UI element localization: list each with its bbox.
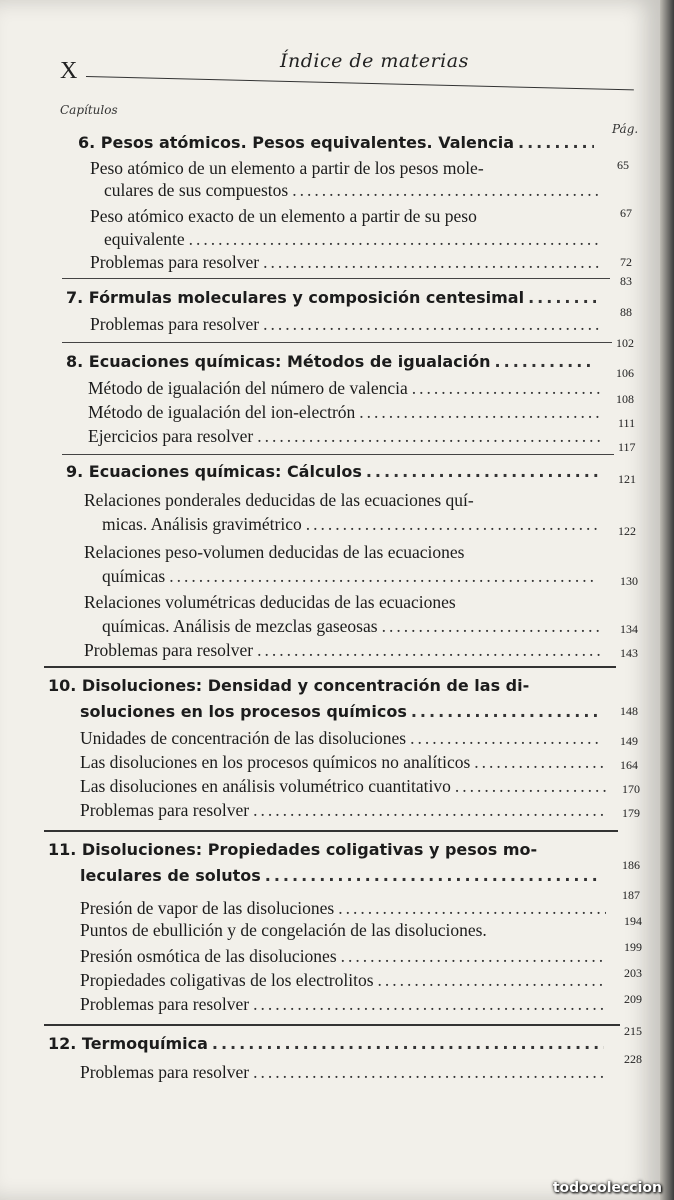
toc-entry: Presión osmótica de las disoluciones .....: [80, 946, 610, 967]
chapter-11-title-line: 11. Disoluciones: Propiedades coligativas y pesos mo-: [48, 840, 538, 859]
toc-entry: Las disoluciones en análisis volumétrico cuantitativo .....: [80, 776, 610, 797]
page-edge-shadow: [660, 0, 674, 1200]
watermark: todocoleccion: [552, 1180, 662, 1196]
page-number: 215: [624, 1024, 642, 1038]
page-number: 149: [620, 734, 638, 748]
toc-entry: micas. Análisis gravimétrico .....: [102, 514, 602, 535]
toc-entry: equivalente .....: [104, 229, 604, 250]
page-number: 209: [624, 992, 642, 1006]
page-number: 111: [618, 416, 636, 430]
chapter-6-title: 6. Pesos atómicos. Pesos equivalentes. Valencia .....: [78, 133, 598, 152]
page-number: 88: [620, 305, 632, 319]
page-number: 187: [622, 888, 640, 902]
toc-entry: Método de igualación del número de valencia .....: [88, 378, 604, 399]
toc-entry: Presión de vapor de las disoluciones .....: [80, 898, 610, 919]
toc-entry: culares de sus compuestos .....: [104, 180, 604, 201]
chapter-12-title: 12. Termoquímica .....: [48, 1034, 608, 1053]
capitulos-label: Capítulos: [60, 103, 118, 117]
page-number: 117: [618, 440, 636, 454]
toc-entry-line: Peso atómico de un elemento a partir de los pesos mole-: [90, 158, 484, 178]
toc-entry: Ejercicios para resolver .....: [88, 426, 604, 447]
pag-label: Pág.: [612, 122, 639, 136]
toc-entry: Problemas para resolver .....: [80, 1062, 610, 1083]
toc-entry: Problemas para resolver .....: [90, 252, 606, 273]
toc-entry-line: Peso atómico exacto de un elemento a partir de su peso: [90, 206, 477, 226]
toc-entry: Problemas para resolver .....: [90, 314, 606, 335]
page-number: 122: [618, 524, 636, 538]
chapter-9-title: 9. Ecuaciones químicas: Cálculos .....: [66, 462, 602, 481]
toc-entry: químicas. Análisis de mezclas gaseosas .....: [102, 616, 604, 637]
page-number: 148: [620, 704, 638, 718]
toc-entry: Problemas para resolver .....: [80, 994, 610, 1015]
page-number: 179: [622, 806, 640, 820]
page-number: 164: [620, 758, 638, 772]
chapter-separator: [62, 342, 612, 343]
chapter-11-title: leculares de solutos .....: [80, 866, 606, 885]
toc-entry: Propiedades coligativas de los electrolitos .....: [80, 970, 610, 991]
page-number: 72: [620, 255, 632, 269]
toc-entry: Las disoluciones en los procesos químicos no analíticos .....: [80, 752, 610, 773]
chapter-separator: [44, 830, 618, 832]
chapter-8-title: 8. Ecuaciones químicas: Métodos de igualación .....: [66, 352, 600, 371]
header-rule: [86, 76, 634, 90]
chapter-separator: [44, 1024, 620, 1026]
chapter-10-title: soluciones en los procesos químicos .....: [80, 702, 606, 721]
page-number: 228: [624, 1052, 642, 1066]
page-header: [58, 48, 638, 88]
toc-entry: químicas .....: [102, 566, 602, 587]
page-number: 121: [618, 472, 636, 486]
chapter-separator: [62, 278, 610, 279]
toc-entry-line: Relaciones ponderales deducidas de las ecuaciones quí-: [84, 490, 474, 510]
toc-entry-line: Relaciones peso-volumen deducidas de las ecuaciones: [84, 542, 465, 562]
page-number: 106: [616, 366, 634, 380]
chapter-10-title-line: 10. Disoluciones: Densidad y concentración de las di-: [48, 676, 530, 695]
page-number: 130: [620, 574, 638, 588]
toc-entry: Unidades de concentración de las disoluciones .....: [80, 728, 606, 749]
toc-entry: Problemas para resolver .....: [84, 640, 604, 661]
page-number: 199: [624, 940, 642, 954]
page-number: 108: [616, 392, 634, 406]
page-number: 186: [622, 858, 640, 872]
page-number: 203: [624, 966, 642, 980]
toc-entry: Problemas para resolver .....: [80, 800, 610, 821]
chapter-separator: [62, 454, 614, 455]
page-number: 67: [620, 206, 632, 220]
page-number: 65: [617, 158, 629, 172]
page-number: 102: [616, 336, 634, 350]
page-number: 83: [620, 274, 632, 288]
toc-entry: Método de igualación del ion-electrón .....: [88, 402, 604, 423]
page-number-roman: X: [60, 58, 78, 84]
running-title: Índice de materias: [280, 50, 469, 72]
toc-entry: Puntos de ebullición y de congelación de las disoluciones.: [80, 920, 487, 940]
page-number: 134: [620, 622, 638, 636]
page-number: 194: [624, 914, 642, 928]
chapter-7-title: 7. Fórmulas moleculares y composición centesimal .....: [66, 288, 600, 307]
page-number: 170: [622, 782, 640, 796]
chapter-separator: [44, 666, 616, 668]
page-number: 143: [620, 646, 638, 660]
toc-entry-line: Relaciones volumétricas deducidas de las ecuaciones: [84, 592, 456, 612]
